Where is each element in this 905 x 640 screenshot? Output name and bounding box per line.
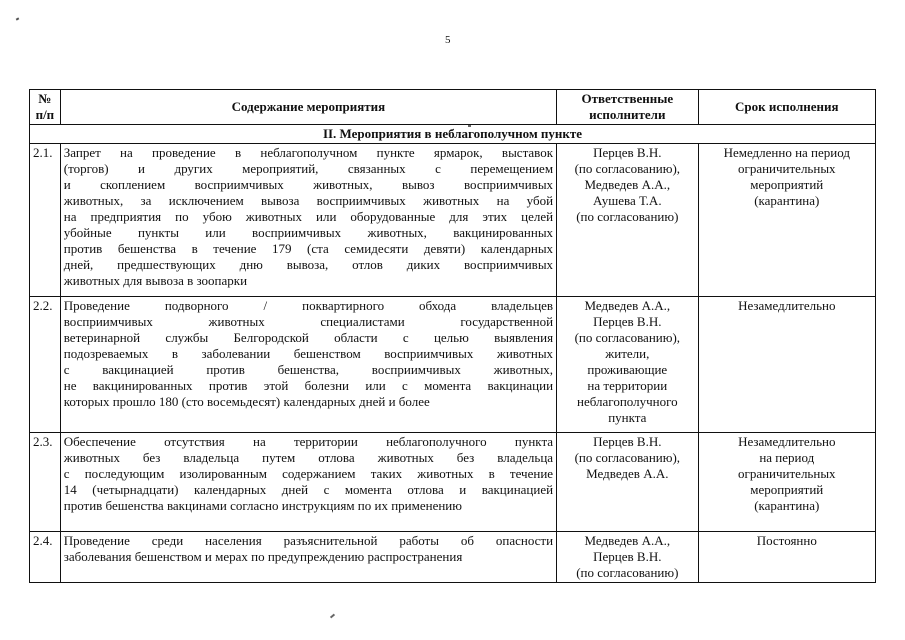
term-line: Постоянно <box>756 533 817 548</box>
description-line: подозреваемых в заболевании бешенством восприимчивых животных <box>63 346 554 361</box>
responsible-executors <box>557 532 699 583</box>
scan-speck <box>330 614 335 619</box>
term-line: на период <box>759 450 815 465</box>
description-line: (торгов) и других мероприятий, связанных с перемещением <box>63 161 554 176</box>
executor-line: Перцев В.Н. <box>593 434 662 449</box>
executor-line: жители, <box>605 346 650 361</box>
row-number: 2.1. <box>30 144 61 297</box>
term-line: Незамедлительно <box>738 298 836 313</box>
row-number: 2.4. <box>30 532 61 583</box>
section-row <box>30 125 876 144</box>
table-header-row <box>30 90 876 125</box>
executor-line: (по согласованию), <box>574 161 681 176</box>
description-line: с вакцинацией против бешенства, восприимчивых животных, <box>63 362 554 377</box>
description-line: животных для вывоза в зоопарки <box>63 273 248 288</box>
term-line: Немедленно на период <box>723 145 850 160</box>
description-line: заболевания бешенством и мерах по предупреждению распространения <box>63 549 463 564</box>
description-line: не вакцинированных против этой болезни или с момента вакцинации <box>63 378 554 393</box>
executor-line: пункта <box>608 410 647 425</box>
table-row <box>30 297 876 433</box>
term-line: мероприятий <box>750 482 824 497</box>
description-line: Проведение подворного / поквартирного обхода владельцев <box>63 298 554 313</box>
term-line: (карантина) <box>754 498 820 513</box>
executor-line: проживающие <box>587 362 668 377</box>
measure-description <box>60 433 556 532</box>
executor-line: (по согласованию), <box>574 450 681 465</box>
header-num: № п/п <box>30 90 61 125</box>
description-line: Проведение среди населения разъяснительной работы об опасности <box>63 533 554 548</box>
measure-description <box>60 297 556 433</box>
description-line: которых прошло 180 (сто восемьдесят) календарных дней и более <box>63 394 430 409</box>
description-line: против бешенства в течение 179 (ста семидесяти девяти) календарных <box>63 241 554 256</box>
responsible-executors <box>557 144 699 297</box>
measure-description <box>60 532 556 583</box>
responsible-executors <box>557 297 699 433</box>
table-row <box>30 144 876 297</box>
description-line: животных без владельца путем отлова животных без владельца <box>63 450 554 465</box>
execution-term <box>698 297 875 433</box>
description-line: животных, за исключением вывоза восприимчивых животных на убой <box>63 193 554 208</box>
description-line: против бешенства вакцинами согласно инструкциям по их применению <box>63 498 462 513</box>
term-line: ограничительных <box>737 466 836 481</box>
description-line: и скоплением восприимчивых животных, вывоз восприимчивых <box>63 177 554 192</box>
executor-line: Медведев А.А., <box>584 298 671 313</box>
section-title: II. Мероприятия в неблагополучном пункте <box>30 125 876 144</box>
description-line: дней, предшествующих дню вывоза, отлов диких восприимчивых <box>63 257 554 272</box>
scan-speck <box>16 17 20 20</box>
table-row <box>30 433 876 532</box>
executor-line: (по согласованию) <box>576 565 679 580</box>
description-line: убойные пункты или восприимчивых животных, вакцинированных <box>63 225 554 240</box>
execution-term <box>698 532 875 583</box>
executor-line: Медведев А.А., <box>584 533 671 548</box>
term-line: мероприятий <box>750 177 824 192</box>
executor-line: неблагополучного <box>577 394 678 409</box>
description-line: на предприятия по убою животных или оборудованные для этих целей <box>63 209 554 224</box>
term-line: ограничительных <box>737 161 836 176</box>
table-row <box>30 532 876 583</box>
execution-term <box>698 144 875 297</box>
measure-description <box>60 144 556 297</box>
term-line: (карантина) <box>754 193 820 208</box>
term-line: Незамедлительно <box>738 434 836 449</box>
description-line: с последующим изолированным содержанием таких животных в течение <box>63 466 554 481</box>
header-content: Содержание мероприятия <box>60 90 556 125</box>
description-line: ветеринарной службы Белгородской области с целью выявления <box>63 330 554 345</box>
measures-table <box>29 89 876 583</box>
description-line: Запрет на проведение в неблагополучном пункте ярмарок, выставок <box>63 145 554 160</box>
execution-term <box>698 433 875 532</box>
executor-line: Медведев А.А. <box>586 466 669 481</box>
executor-line: на территории <box>587 378 668 393</box>
executor-line: (по согласованию) <box>576 209 679 224</box>
description-line: 14 (четырнадцати) календарных дней с момента отлова и вакцинацией <box>63 482 554 497</box>
row-number: 2.2. <box>30 297 61 433</box>
header-term: Срок исполнения <box>698 90 875 125</box>
executor-line: Перцев В.Н. <box>593 314 662 329</box>
executor-line: (по согласованию), <box>574 330 681 345</box>
executor-line: Аушева Т.А. <box>593 193 662 208</box>
description-line: восприимчивых животных специалистами государственной <box>63 314 554 329</box>
row-number: 2.3. <box>30 433 61 532</box>
page-number: 5 <box>445 34 451 46</box>
header-executors: Ответственные исполнители <box>557 90 699 125</box>
executor-line: Перцев В.Н. <box>593 549 662 564</box>
description-line: Обеспечение отсутствия на территории неблагополучного пункта <box>63 434 554 449</box>
executor-line: Перцев В.Н. <box>593 145 662 160</box>
executor-line: Медведев А.А., <box>584 177 671 192</box>
responsible-executors <box>557 433 699 532</box>
